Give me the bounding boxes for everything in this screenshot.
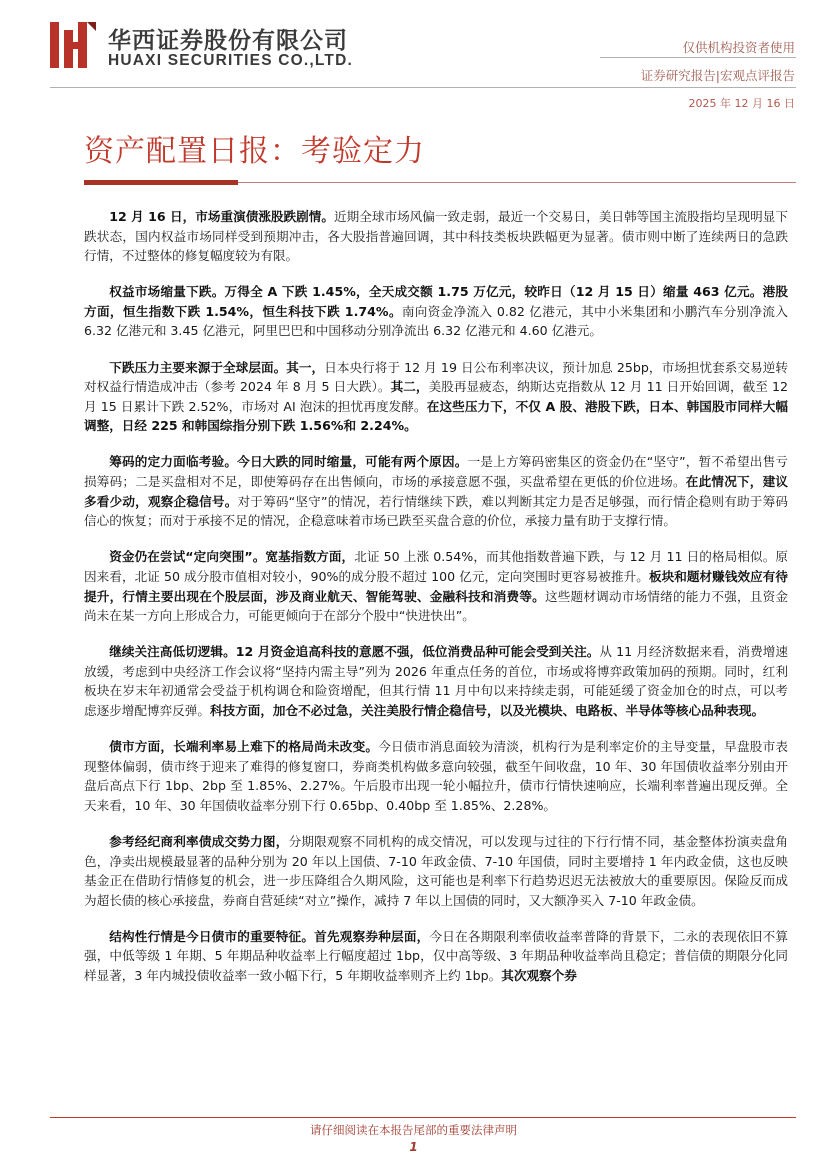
report-date: 2025 年 12 月 16 日 [688,97,795,110]
bold-text: 结构性行情是今日债市的重要特征。首先观察券种层面， [109,928,430,944]
body-text: 南向资金净流入 0.82 亿港元，其中小米集团和小鹏汽车分别净流入 6.32 亿港元和 3.45 亿港元，阿里巴巴和中国移动分别净流出 6.32 亿港元和 4.60 亿港元。 [84,303,788,339]
paragraph [84,358,788,436]
paragraph [84,642,788,720]
body-text: 这些题材调动市场情绪的能力不强，且资金尚未在某一方向上形成合力，可能更倾向于在部分个股中“快进快出”。 [84,588,789,624]
bold-text: 筹码的定力面临考验。今日大跌的同时缩量，可能有两个原因。 [109,454,468,470]
bold-text: 板块和题材赚钱效应有待提升，行情主要出现在个股层面，涉及商业航天、智能驾驶、金融科技和消费等。 [84,568,789,604]
paragraph [84,737,788,815]
bold-text: 在这些压力下，不仅 A 股、港股下跌，日本、韩国股市同样大幅调整，日经 225 和韩国综指分别下跌 1.56%和 2.24%。 [84,398,789,434]
header-divider [50,87,796,88]
body-text: 对于筹码“坚守”的情况，若行情继续下跌，难以判断其定力是否足够强，而行情企稳则有助于筹码信心的恢复；而对于承接不足的情况，企稳意味着市场已跌至买盘合意的价位，承接力量有助于支撑行情。 [84,493,788,529]
report-type: 证券研究报告|宏观点评报告 [640,68,795,83]
bold-text: 债市方面，长端利率易上难下的格局尚未改变。 [109,739,379,755]
paragraph [84,282,788,341]
company-name-en: HUAXI SECURITIES CO.,LTD. [108,52,354,69]
body-text: 北证 50 上涨 0.54%，而其他指数普遍下跌，与 12 月 11 日的格局相似。原因来看，北证 50 成分股市值相对较小，90%的成分股不超过 100 亿元，定向突围时更容易被推升。 [84,549,788,584]
investor-notice: 仅供机构投资者使用 [682,40,795,55]
bold-text: 资金仍在尝试“定向突围”。宽基指数方面， [109,549,355,565]
page-number: 1 [409,1140,418,1154]
body-text: 一是上方筹码密集区的资金仍在“坚守”，暂不希望出售亏损筹码；二是买盘相对不足，即使筹码存在出售倾向，市场的承接意愿不强，买盘希望在更低的价位进场。 [84,454,788,490]
footer-divider [50,1117,796,1118]
body-text: 近期全球市场风偏一致走弱，最近一个交易日，美日韩等国主流股指均呈现明显下跌状态，国内权益市场同样受到预期冲击，各大股指普遍回调，其中科技类板块跌幅更为显著。债市则中断了连续两日的急跌行情，不过整体的修复幅度较为有限。 [84,209,789,264]
title-underline-accent [84,180,238,185]
paragraph [84,927,788,986]
huaxi-logo-icon [50,22,96,68]
paragraph [84,547,788,625]
company-name-cn: 华西证券股份有限公司 [108,27,348,54]
bold-text: 下跌压力主要来源于全球层面。其一， [109,359,325,375]
paragraph [84,452,788,530]
body-text: 从 11 月经济数据来看，消费增速放缓，考虑到中央经济工作会议将“坚持内需主导”列为 2026 年重点任务的首位，市场或将博弈政策加码的预期。同时，红利板块在岁末年初通常会受益于机构调仓和险资增配，但其行情 11 月中旬以来持续走弱，可能延缓了资金加仓的时点，可以考虑逐步增配博弈反弹。 [84,644,788,718]
body-text: 分期限观察不同机构的成交情况，可以发现与过往的下行行情不同，基金整体扮演卖盘角色，净卖出规模最显著的品种分别为 20 年以上国债、7-10 年政金债、7-10 年国债，同时主要增持 1 年内政金债，这也反映基金正在借助行情修复的机会，进一步压降组合久期风险，这可能也是利率下行趋势迟迟无法被放大的重要原因。保险反而成为超长债的核心承接盘，券商自营延续“对立”操作，减持 7 年以上国债的同时，又大额净买入 7-10 年政金债。 [84,833,789,908]
report-body [84,207,788,1002]
title-underline [238,182,796,183]
legal-disclaimer: 请仔细阅读在本报告尾部的重要法律声明 [310,1123,517,1137]
bold-text: 科技方面，加仓不必过急，关注美股行情企稳信号，以及光模块、电路板、半导体等核心品种表现。 [209,702,765,718]
bold-text: 在此情况下，建议多看少动，观察企稳信号。 [84,474,789,509]
body-text: 美股再显疲态，纳斯达克指数从 12 月 11 日开始回调，截至 12 月 15 日累计下跌 2.52%，市场对 AI 泡沫的担忧再度发酵。 [84,379,789,414]
body-text: 日本央行将于 12 月 19 日公布利率决议，预计加息 25bp，市场担忧套系交易逆转对权益行情造成冲击（参考 2024 年 8 月 5 日大跌）。 [84,359,788,395]
bold-text: 权益市场缩量下跌。万得全 A 下跌 1.45%，全天成交额 1.75 万亿元，较昨日（12 月 15 日）缩量 463 亿元。港股方面，恒生指数下跌 1.54%，恒生科技下跌 1.74%。 [84,284,788,319]
header-divider-short [600,57,796,58]
body-text: 今日债市消息面较为清淡，机构行为是利率定价的主导变量，早盘股市表现整体偏弱，债市终于迎来了难得的修复窗口，券商类机构做多意向较强，截至午间收盘，10 年、30 年国债收益率分别由开盘后高点下行 1bp、2bp 至 1.85%、2.27%。午后股市出现一轮小幅拉升，债市行情快速响应，长端利率普遍出现反弹。全天来看，10 年、30 年国债收益率分别下行 0.65bp、0.40bp 至 1.85%、2.28%。 [84,739,789,813]
bold-text: 12 月 16 日，市场重演债涨股跌剧情。 [109,209,335,224]
body-text: 今日在各期限利率债收益率普降的背景下，二永的表现依旧不算强，中低等级 1 年期、5 年期品种收益率上行幅度超过 1bp，仅中高等级、3 年期品种收益率尚且稳定；普信债的期限分化同样显著，3 年内城投债收益率一致小幅下行，5 年期收益率则齐上约 1bp。 [84,928,789,983]
bold-text: 继续关注高低切逻辑。12 月资金追高科技的意愿不强，低位消费品种可能会受到关注。 [109,644,600,660]
paragraph [84,207,788,266]
report-title: 资产配置日报：考验定力 [84,134,425,169]
bold-text: 其二， [390,379,429,395]
paragraph [84,832,788,910]
bold-text: 参考经纪商利率债成交势力图， [109,833,289,849]
bold-text: 其次观察个券 [501,968,577,983]
